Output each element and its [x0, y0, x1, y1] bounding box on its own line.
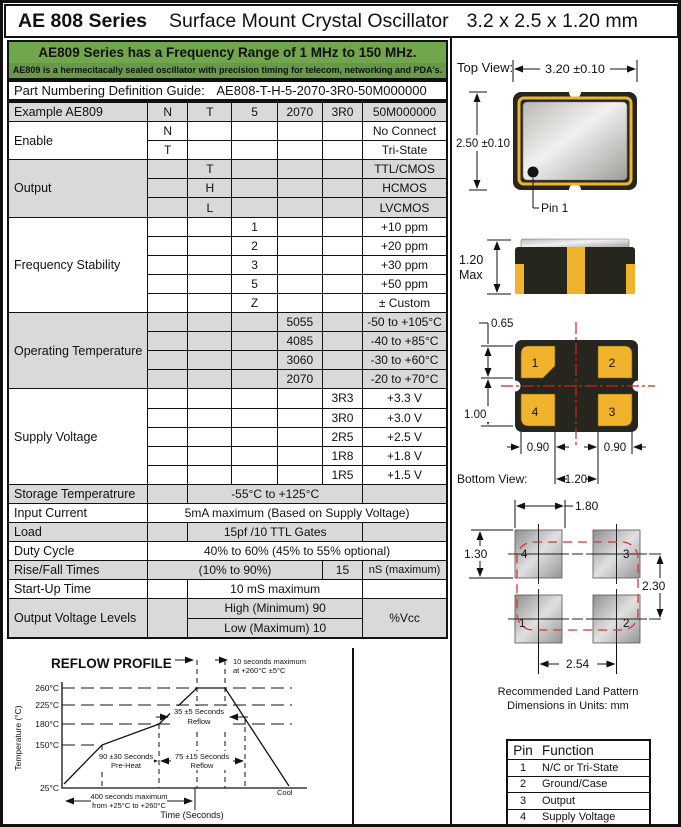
- height-dim-label: 2.50 ±0.10: [456, 138, 510, 150]
- example-row: [8, 102, 447, 122]
- pin-table-row: [507, 760, 650, 777]
- top-view-diagram: [455, 40, 677, 222]
- duty-row: [8, 542, 447, 561]
- dim-090-right-label: 0.90: [603, 442, 627, 454]
- tick-260: 260°C: [35, 683, 59, 693]
- startup-label: Start-Up Time: [8, 580, 148, 599]
- example-voltage: 3R0: [322, 102, 362, 122]
- side-view-diagram: [455, 226, 677, 318]
- optemp-desc: -40 to +85°C: [363, 332, 447, 351]
- pin-function: Output: [538, 793, 650, 810]
- outlevel-label: Output Voltage Levels: [8, 599, 148, 638]
- stability-desc: ± Custom: [363, 293, 447, 312]
- optemp-row: [8, 313, 447, 332]
- pin-function: Supply Voltage: [538, 809, 650, 826]
- ramp-note-1: 400 seconds maximum: [90, 792, 168, 801]
- supply-desc: +2.5 V: [363, 427, 447, 446]
- duty-value: 40% to 60% (45% to 55% optional): [148, 542, 447, 561]
- enable-desc: No Connect: [363, 122, 447, 141]
- optemp-code: 5055: [277, 313, 322, 332]
- risefall-condition: (10% to 90%): [148, 561, 323, 580]
- reflow75-note-2: Reflow: [190, 761, 214, 770]
- output-label: Output: [8, 160, 148, 217]
- startup-row: [8, 580, 447, 599]
- pin1-dot: [528, 167, 539, 178]
- land-pads: [515, 530, 640, 643]
- supply-code: 1R8: [322, 446, 362, 465]
- example-stability: 5: [232, 102, 277, 122]
- outlevel-unit: %Vcc: [363, 599, 447, 638]
- pad-number-1: 1: [531, 356, 539, 370]
- tick-180: 180°C: [35, 719, 59, 729]
- bottom-view-diagram: [455, 314, 681, 500]
- output-row: [8, 160, 447, 179]
- pin-table-header: [507, 740, 650, 760]
- dim-120-label: 1.20: [564, 474, 588, 486]
- risefall-value: 15: [322, 561, 362, 580]
- top-view-title: Top View:: [457, 60, 514, 75]
- output-desc: HCMOS: [363, 179, 447, 198]
- output-code: T: [188, 160, 232, 179]
- pin-table-row: [507, 809, 650, 826]
- pin-number: 3: [507, 793, 538, 810]
- stability-code: 1: [232, 217, 277, 236]
- metal-lid: [523, 102, 627, 180]
- bottom-view-title: Bottom View:: [457, 472, 528, 486]
- package-size: 3.2 x 2.5 x 1.20 mm: [466, 9, 638, 32]
- cool-label: Cool: [277, 788, 293, 797]
- land-number-2: 2: [623, 618, 630, 630]
- optemp-code: 2070: [277, 370, 322, 389]
- outlevel-row: [8, 599, 447, 618]
- dim-230-label: 2.30: [642, 579, 666, 593]
- optemp-code: 4085: [277, 332, 322, 351]
- banner-line2: AE809 is a hermecitacally sealed oscillator with precision timing for telecom, networking and PDA's.: [9, 63, 446, 78]
- outlevel-high: High (Minimum) 90: [188, 599, 363, 618]
- package-top-view: [513, 86, 637, 196]
- optemp-desc: -50 to +105°C: [363, 313, 447, 332]
- pad-number-3: 3: [608, 405, 616, 419]
- input-current-value: 5mA maximum (Based on Supply Voltage): [148, 503, 447, 522]
- peak-note-2: at +260°C ±5°C: [233, 666, 286, 675]
- load-value: 15pf /10 TTL Gates: [188, 523, 363, 542]
- output-code: L: [188, 198, 232, 217]
- dim-100-label: 1.00: [464, 409, 487, 421]
- banner-line1: AE809 Series has a Frequency Range of 1 MHz to 150 MHz.: [9, 42, 446, 63]
- land-caption-2: Dimensions in Units: mm: [507, 700, 629, 712]
- reflow-profile-chart: [7, 648, 352, 824]
- pin-function-table: [506, 739, 651, 827]
- reflow35-note-2: Reflow: [187, 717, 211, 726]
- stability-desc: +10 ppm: [363, 217, 447, 236]
- package-side-view: [515, 239, 635, 294]
- pin-table-row: [507, 793, 650, 810]
- supply-code: 1R5: [322, 465, 362, 484]
- stability-row: [8, 217, 447, 236]
- function-header: Function: [542, 742, 594, 758]
- example-enable: N: [148, 102, 188, 122]
- output-desc: TTL/CMOS: [363, 160, 447, 179]
- reflow-x-axis-label: Time (Seconds): [160, 810, 224, 820]
- optemp-code: 3060: [277, 351, 322, 370]
- reflow75-note-1: 75 ±15 Seconds: [174, 752, 230, 761]
- tick-150: 150°C: [35, 740, 59, 750]
- reflow35-note-1: 35 ±5 Seconds: [174, 707, 224, 716]
- dim-130-label: 1.30: [464, 547, 488, 561]
- reflow-title: REFLOW PROFILE: [51, 656, 172, 671]
- pin-number: 1: [507, 760, 538, 777]
- width-dim-label: 3.20 ±0.10: [545, 64, 605, 76]
- part-numbering-guide: [7, 80, 448, 101]
- pad-number-2: 2: [608, 356, 616, 370]
- pin-function: N/C or Tri-State: [538, 760, 650, 777]
- supply-code: 3R3: [322, 389, 362, 408]
- part-guide-code: AE808-T-H-5-2070-3R0-50M000000: [216, 83, 427, 98]
- series-title: AE 808 Series: [18, 9, 148, 32]
- dim-065-label: 0.65: [491, 318, 514, 330]
- side-dim-value: 1.20: [459, 253, 484, 267]
- peak-note-1: 10 seconds maximum: [233, 657, 306, 666]
- enable-code: N: [148, 122, 188, 141]
- risefall-row: [8, 561, 447, 580]
- supply-code: 3R0: [322, 408, 362, 427]
- pin-number: 4: [507, 809, 538, 826]
- dim-090-left-label: 0.90: [526, 442, 550, 454]
- stability-desc: +20 ppm: [363, 236, 447, 255]
- product-title: Surface Mount Crystal Oscillator: [169, 9, 449, 32]
- land-number-4: 4: [521, 549, 528, 561]
- input-current-label: Input Current: [8, 503, 148, 522]
- land-number-1: 1: [519, 618, 526, 630]
- metal-lid-side: [521, 239, 629, 248]
- supply-desc: +3.0 V: [363, 408, 447, 427]
- stability-label: Frequency Stability: [8, 217, 148, 312]
- storage-row: [8, 484, 447, 503]
- load-label: Load: [8, 523, 148, 542]
- pin1-label: Pin 1: [541, 201, 569, 215]
- output-code: H: [188, 179, 232, 198]
- column-divider: [450, 38, 452, 824]
- enable-row: [8, 122, 447, 141]
- stability-code: Z: [232, 293, 277, 312]
- tick-225: 225°C: [35, 700, 59, 710]
- pin-table-row: [507, 776, 650, 793]
- output-desc: LVCMOS: [363, 198, 447, 217]
- stability-desc: +50 ppm: [363, 274, 447, 293]
- supply-row: [8, 389, 447, 408]
- startup-value: 10 mS maximum: [188, 580, 363, 599]
- enable-code: T: [148, 141, 188, 160]
- example-frequency: 50M000000: [363, 102, 447, 122]
- reflow-profile-curve: [64, 688, 289, 786]
- optemp-desc: -20 to +70°C: [363, 370, 447, 389]
- example-temp: 2070: [277, 102, 322, 122]
- risefall-label: Rise/Fall Times: [8, 561, 148, 580]
- stability-code: 3: [232, 255, 277, 274]
- enable-desc: Tri-State: [363, 141, 447, 160]
- load-row: [8, 523, 447, 542]
- dim-180: [515, 500, 573, 528]
- input-current-row: [8, 503, 447, 522]
- storage-value: -55°C to +125°C: [188, 484, 363, 503]
- frequency-banner: [7, 40, 448, 80]
- header-bar: [4, 4, 679, 38]
- side-dim-max: Max: [459, 268, 483, 282]
- dim-180-label: 1.80: [575, 499, 599, 513]
- dim-254-label: 2.54: [565, 657, 590, 671]
- stability-code: 2: [232, 236, 277, 255]
- stability-code: 5: [232, 274, 277, 293]
- reflow-y-axis-label: Temperature (°C): [13, 705, 23, 771]
- supply-desc: +3.3 V: [363, 389, 447, 408]
- ramp-note-2: from +25°C to +260°C: [92, 801, 166, 810]
- tick-25: 25°C: [40, 783, 59, 793]
- supply-desc: +1.5 V: [363, 465, 447, 484]
- reflow-profile-section: [7, 648, 354, 824]
- side-height-dimension: [487, 240, 511, 294]
- example-label: Example AE809: [8, 102, 148, 122]
- preheat-note-1: 90 ±30 Seconds: [98, 752, 154, 761]
- left-pad: [515, 264, 524, 294]
- example-output: T: [188, 102, 232, 122]
- stability-desc: +30 ppm: [363, 255, 447, 274]
- storage-label: Storage Temperatrure: [8, 484, 148, 503]
- outlevel-low: Low (Maximum) 10: [188, 618, 363, 638]
- risefall-unit: nS (maximum): [363, 561, 447, 580]
- pin-number: 2: [507, 776, 538, 793]
- duty-label: Duty Cycle: [8, 542, 148, 561]
- optemp-desc: -30 to +60°C: [363, 351, 447, 370]
- pin-header: Pin: [513, 742, 533, 758]
- reflow-axes: [62, 682, 307, 788]
- pad-number-4: 4: [531, 405, 539, 419]
- right-pad: [626, 264, 635, 294]
- preheat-note-2: Pre-Heat: [110, 761, 142, 770]
- center-pad: [567, 247, 585, 294]
- land-pattern-diagram: [455, 492, 681, 732]
- land-number-3: 3: [623, 549, 630, 561]
- spec-table: [7, 101, 448, 639]
- pin-function: Ground/Case: [538, 776, 650, 793]
- land-caption-1: Recommended Land Pattern: [497, 686, 639, 698]
- optemp-label: Operating Temperature: [8, 313, 148, 389]
- supply-label: Supply Voltage: [8, 389, 148, 484]
- supply-desc: +1.8 V: [363, 446, 447, 465]
- part-guide-label: Part Numbering Definition Guide:: [14, 83, 205, 98]
- enable-label: Enable: [8, 122, 148, 160]
- supply-code: 2R5: [322, 427, 362, 446]
